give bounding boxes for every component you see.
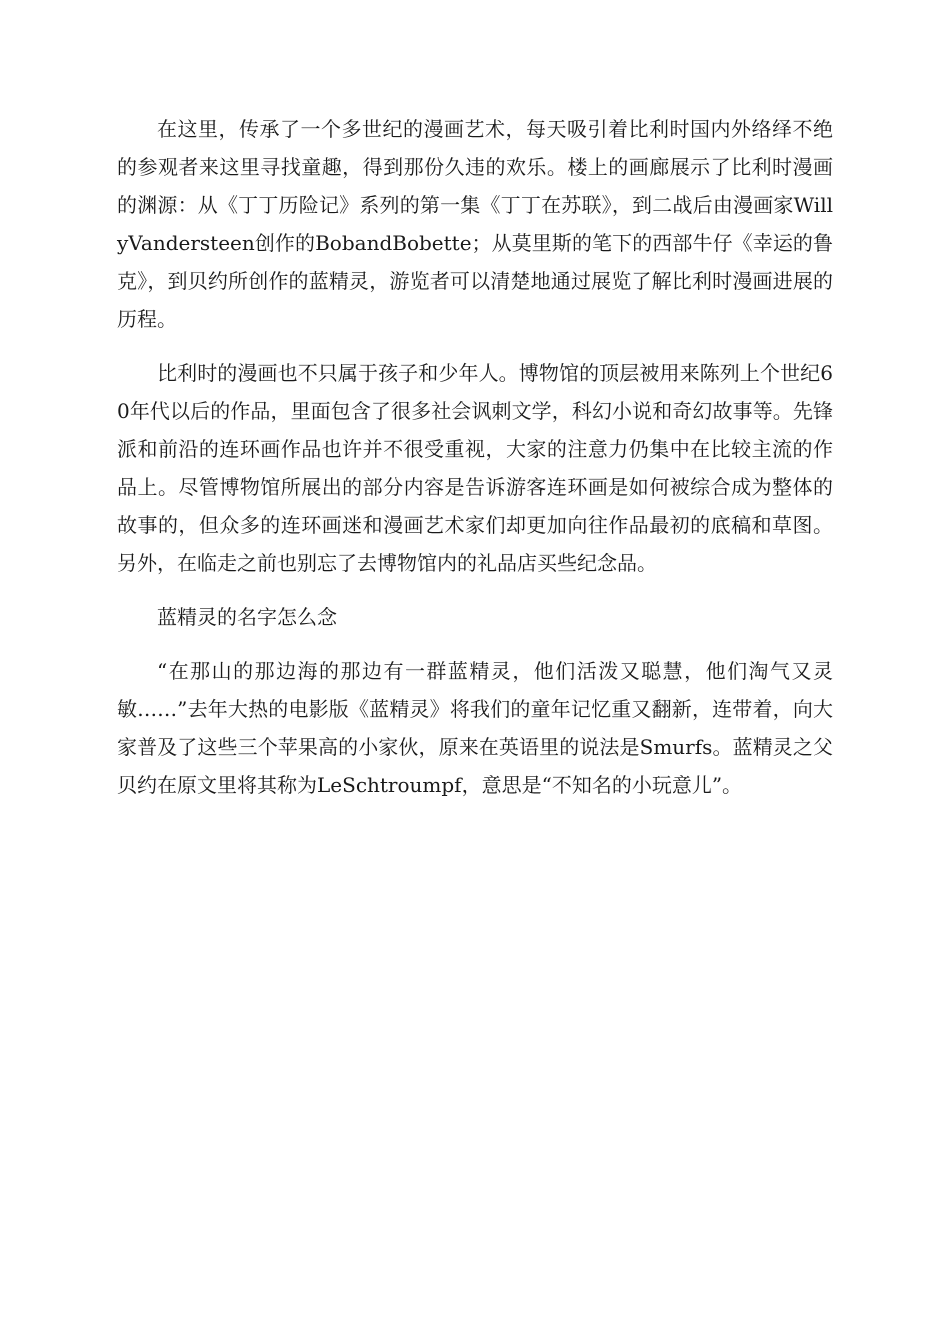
section-heading-smurf-name: 蓝精灵的名字怎么念: [157, 605, 337, 629]
paragraph-museum-top-floor: 比利时的漫画也不只属于孩子和少年人。博物馆的顶层被用来陈列上个世纪60年代以后的作品，里面包含了很多社会讽刺文学，科幻小说和奇幻故事等。先锋派和前沿的连环画作品也许并不很受重视，大家的注意力仍集中在比较主流的作品上。尽管博物馆所展出的部分内容是告诉游客连环画是如何被综合成为整体的故事的，但众多的连环画迷和漫画艺术家们却更加向往作品最初的底稿和草图。另外，在临走之前也别忘了去博物馆内的礼品店买些纪念品。: [117, 361, 833, 575]
document-body: [117, 110, 833, 820]
paragraph-comic-history: 在这里，传承了一个多世纪的漫画艺术，每天吸引着比利时国内外络绎不绝的参观者来这里寻找童趣，得到那份久违的欢乐。楼上的画廊展示了比利时漫画的渊源：从《丁丁历险记》系列的第一集《丁丁在苏联》，到二战后由漫画家WillyVandersteen创作的BobandBobette；从莫里斯的笔下的西部牛仔《幸运的鲁克》，到贝约所创作的蓝精灵，游览者可以清楚地通过展览了解比利时漫画进展的历程。: [117, 117, 833, 331]
paragraph-smurf-name: “在那山的那边海的那边有一群蓝精灵，他们活泼又聪慧，他们淘气又灵敏……”去年大热的电影版《蓝精灵》将我们的童年记忆重又翻新，连带着，向大家普及了这些三个苹果高的小家伙，原来在英语里的说法是Smurfs。蓝精灵之父贝约在原文里将其称为LeSchtroumpf，意思是“不知名的小玩意儿”。: [117, 659, 833, 797]
